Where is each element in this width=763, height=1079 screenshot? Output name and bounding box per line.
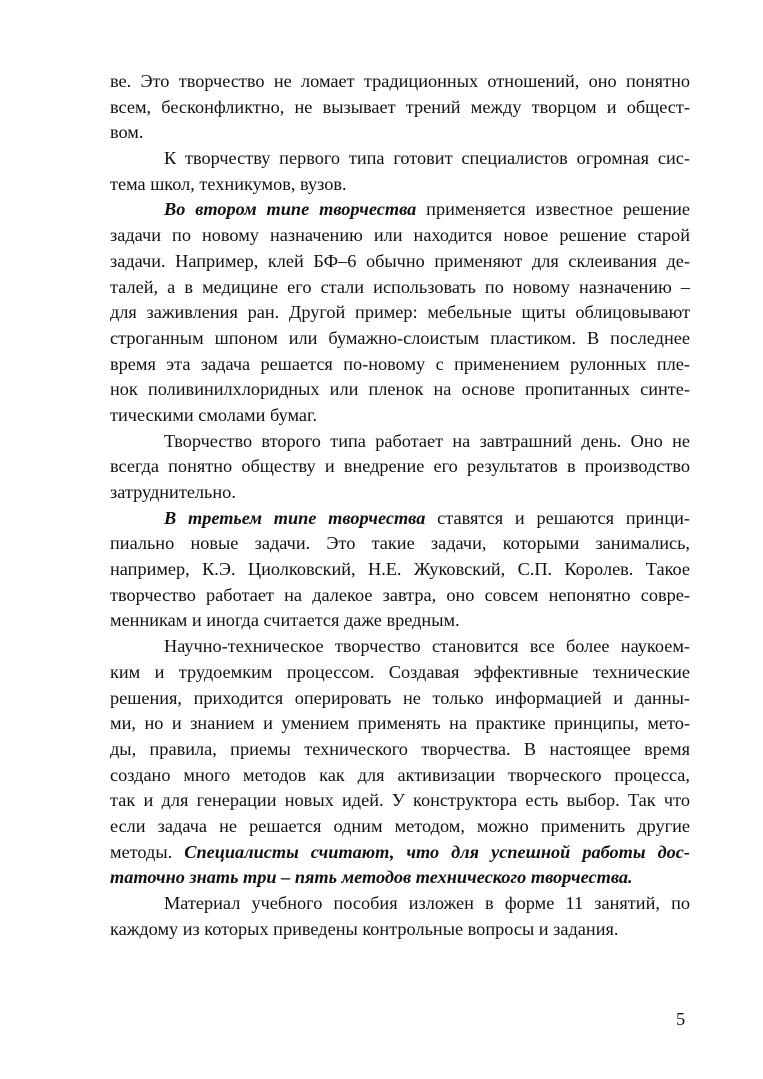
text-line: творчество работает на далекое завтра, оно совсем непонятно совре- bbox=[110, 584, 690, 605]
text-run: методы. bbox=[110, 841, 185, 862]
text-line: затруднительно. bbox=[110, 482, 236, 502]
paragraph-5 bbox=[110, 506, 690, 634]
text-line bbox=[110, 865, 690, 891]
paragraph-3 bbox=[110, 197, 690, 428]
text-line: талей, а в медицине его стали использовать по новому назначению – bbox=[110, 276, 690, 297]
text-line bbox=[110, 840, 690, 866]
body-text bbox=[110, 69, 690, 942]
paragraph-1 bbox=[110, 69, 690, 146]
text-line: всем, бесконфликтно, не вызывает трений между творцом и общест- bbox=[110, 96, 690, 117]
text-line: тическими смолами бумаг. bbox=[110, 404, 318, 425]
text-line: К творчеству первого типа готовит специалистов огромная сис- bbox=[164, 148, 690, 169]
text-line: решения, приходится оперировать не только информацией и данны- bbox=[110, 687, 690, 708]
text-line: тема школ, техникумов, вузов. bbox=[110, 173, 347, 194]
text-line: время эта задача решается по-новому с применением рулонных пле- bbox=[110, 353, 690, 374]
text-line: если задача не решается одним методом, можно применить другие bbox=[110, 815, 690, 836]
text-line: для заживления ран. Другой пример: мебельные щиты облицовывают bbox=[110, 302, 690, 323]
text-line: вом. bbox=[110, 122, 144, 143]
emphasis-third-type: В третьем типе творчества bbox=[164, 507, 426, 528]
paragraph-4 bbox=[110, 429, 690, 506]
text-line: всегда понятно обществу и внедрение его результатов в производство bbox=[110, 456, 690, 477]
text-run: ставятся и решаются принци- bbox=[425, 507, 690, 528]
emphasis-methods: таточно знать три – пять методов технического творчества. bbox=[110, 867, 633, 888]
text-run: применяется известное решение bbox=[416, 199, 691, 220]
paragraph-7 bbox=[110, 891, 690, 942]
text-line: ды, правила, приемы технического творчества. В настоящее время bbox=[110, 738, 690, 759]
text-line: Творчество второго типа работает на завтрашний день. Оно не bbox=[164, 430, 690, 451]
text-line: каждому из которых приведены контрольные вопросы и задания. bbox=[110, 918, 619, 939]
text-line bbox=[110, 197, 690, 223]
text-line: Материал учебного пособия изложен в форме 11 занятий, по bbox=[164, 893, 690, 913]
text-line: ким и трудоемким процессом. Создавая эффективные технические bbox=[110, 661, 690, 682]
paragraph-6 bbox=[110, 634, 690, 891]
text-line: нок поливинилхлоридных или пленок на основе пропитанных синте- bbox=[110, 379, 690, 400]
emphasis-specialists: Специалисты считают, что для успешной работы дос- bbox=[184, 841, 690, 862]
text-line: так и для генерации новых идей. У конструктора есть выбор. Так что bbox=[110, 790, 690, 811]
text-line bbox=[110, 506, 690, 532]
text-line: Научно-техническое творчество становится все более наукоем- bbox=[164, 636, 690, 657]
paragraph-2 bbox=[110, 146, 690, 197]
text-line: создано много методов как для активизации творческого процесса, bbox=[110, 764, 690, 785]
text-line: задачи по новому назначению или находится новое решение старой bbox=[110, 225, 690, 246]
text-line: строганным шпоном или бумажно-слоистым пластиком. В последнее bbox=[110, 327, 690, 348]
page-number: 5 bbox=[676, 1009, 686, 1029]
text-line: менникам и иногда считается даже вредным. bbox=[110, 610, 460, 631]
text-line: ве. Это творчество не ломает традиционных отношений, оно понятно bbox=[110, 71, 690, 91]
text-line: ми, но и знанием и умением применять на практике принципы, мето- bbox=[110, 713, 690, 734]
text-line: задачи. Например, клей БФ–6 обычно применяют для склеивания де- bbox=[110, 250, 690, 271]
text-line: например, К.Э. Циолковский, Н.Е. Жуковский, С.П. Королев. Такое bbox=[110, 559, 690, 580]
emphasis-second-type: Во втором типе творчества bbox=[164, 199, 417, 220]
text-line: пиально новые задачи. Это такие задачи, которыми занимались, bbox=[110, 533, 690, 554]
